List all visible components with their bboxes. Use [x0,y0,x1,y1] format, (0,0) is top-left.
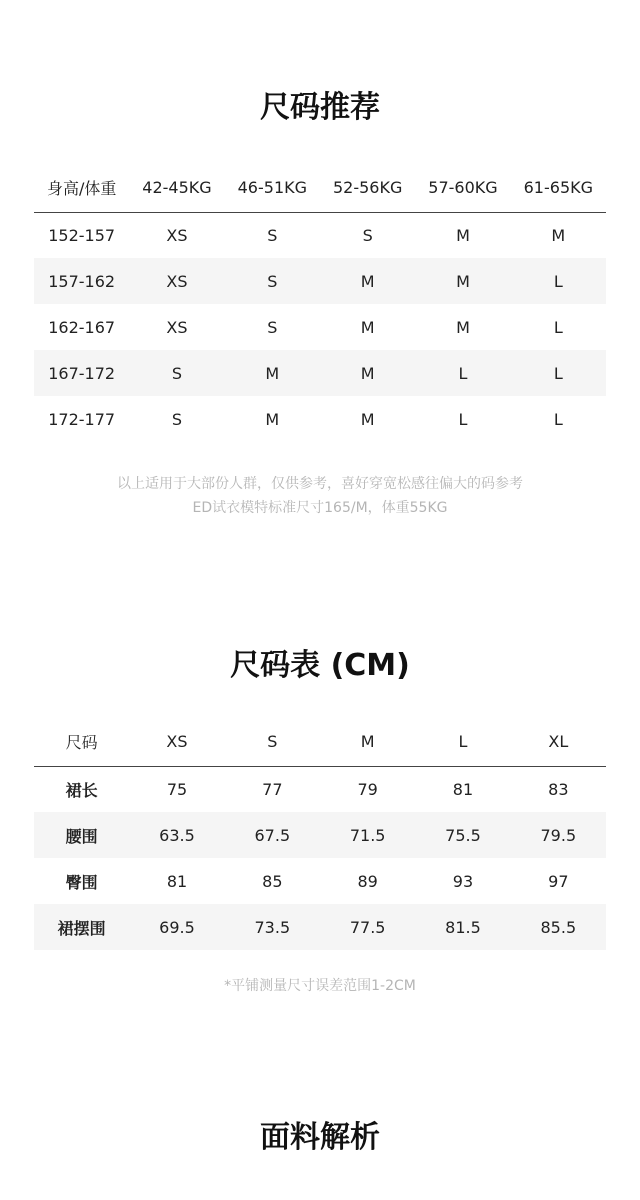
size-cell: S [171,409,183,429]
table-row [34,258,606,304]
table-row [34,304,606,350]
size-recommend-title: 尺码推荐 [260,90,380,125]
size-cell: L [553,271,563,291]
measure-cell: 81 [166,871,188,891]
measure-cell: 97 [548,871,569,891]
table-row [34,904,606,950]
measure-cell: 63.5 [159,825,195,845]
measure-cell: 79.5 [540,825,577,845]
measure-cell: 81.5 [445,917,481,937]
measure-cell: 85 [262,871,283,891]
column-header: 46-51KG [225,164,320,212]
table-row [34,766,606,812]
column-header: L [415,718,510,766]
height-cell: 172-177 [48,409,116,429]
size-cell: M [456,225,470,245]
size-cell: L [553,409,563,429]
column-header: 57-60KG [415,164,510,212]
measure-cell: 89 [357,871,378,891]
table-header-row [34,718,606,766]
column-header: 42-45KG [129,164,224,212]
height-cell: 152-157 [48,225,116,245]
measure-cell: 93 [452,871,474,891]
size-cell: XS [166,271,188,291]
size-cell: XS [166,225,188,245]
size-chart-table [34,718,606,950]
measure-cell: 79 [357,779,378,799]
height-cell: 157-162 [48,271,116,291]
column-header: XL [511,718,606,766]
column-header: 身高/体重 [34,164,129,212]
measure-label: 裙摆围 [57,918,106,938]
size-cell: L [458,409,468,429]
measure-label: 腰围 [65,826,98,846]
column-header: S [225,718,320,766]
height-cell: 162-167 [48,317,116,337]
table-row [34,212,606,258]
table-header-row [34,164,606,212]
recommend-note-line-2: ED试衣模特标准尺寸165/M，体重55KG [192,500,448,516]
table-row [34,812,606,858]
measure-cell: 69.5 [159,917,195,937]
size-cell: M [360,271,375,291]
measure-cell: 67.5 [254,825,291,845]
size-cell: M [360,363,375,383]
size-cell: S [267,225,278,245]
size-cell: L [458,363,468,383]
table-row [34,350,606,396]
measure-cell: 83 [548,779,569,799]
column-header: 52-56KG [320,164,415,212]
size-chart-title: 尺码表 (CM) [230,648,410,683]
measure-label: 裙长 [65,780,98,800]
size-chart-note: *平铺测量尺寸误差范围1-2CM [224,978,416,994]
size-cell: XS [166,317,188,337]
table-row [34,396,606,442]
measure-cell: 71.5 [349,825,386,845]
table-row [34,858,606,904]
fabric-title: 面料解析 [260,1120,380,1155]
column-header: M [320,718,415,766]
column-header: 尺码 [34,718,129,766]
measure-cell: 81 [452,779,474,799]
column-header: XS [129,718,224,766]
size-cell: M [551,225,566,245]
size-cell: M [360,317,375,337]
size-cell: M [456,317,470,337]
measure-cell: 73.5 [254,917,291,937]
height-cell: 167-172 [48,363,116,383]
measure-label: 臀围 [65,872,98,892]
measure-cell: 77 [262,779,283,799]
recommend-note [0,472,640,520]
recommend-note-line-1: 以上适用于大部份人群，仅供参考，喜好穿宽松感往偏大的码参考 [117,476,523,492]
measure-cell: 75 [166,779,188,799]
measure-cell: 85.5 [540,917,577,937]
size-cell: L [553,317,563,337]
size-cell: L [553,363,563,383]
size-cell: M [456,271,470,291]
size-cell: M [265,363,280,383]
size-cell: S [267,271,278,291]
size-cell: M [265,409,280,429]
measure-cell: 77.5 [349,917,386,937]
column-header: 61-65KG [511,164,606,212]
size-cell: S [171,363,183,383]
size-cell: M [360,409,375,429]
size-cell: S [267,317,278,337]
size-recommend-table [34,164,606,442]
measure-cell: 75.5 [445,825,481,845]
size-cell: S [362,225,373,245]
